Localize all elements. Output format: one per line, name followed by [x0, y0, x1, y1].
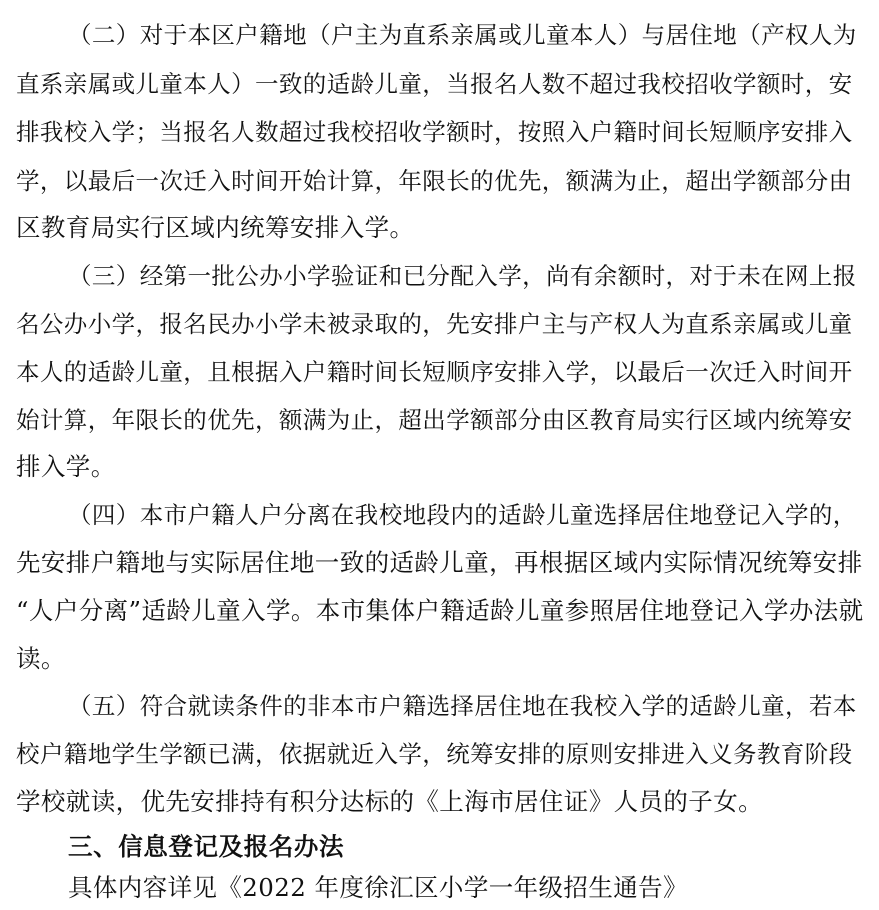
paragraph-3-line-3: 本人的适龄儿童，且根据入户籍时间长短顺序安排入学，以最后一次迁入时间开 — [16, 358, 853, 386]
paragraph-3-line-1: （三）经第一批公办小学验证和已分配入学，尚有余额时，对于未在网上报 — [68, 262, 857, 290]
paragraph-3-line-5: 排入学。 — [16, 452, 116, 481]
paragraph-2-line-1: （二）对于本区户籍地（户主为直系亲属或儿童本人）与居住地（产权人为 — [68, 21, 857, 49]
paragraph-3-line-4: 始计算，年限长的优先，额满为止，超出学额部分由区教育局实行区域内统筹安 — [16, 406, 853, 434]
paragraph-2-line-4: 学，以最后一次迁入时间开始计算，年限长的优先，额满为止，超出学额部分由 — [16, 167, 853, 195]
paragraph-5-line-2: 校户籍地学生学额已满，依据就近入学，统筹安排的原则安排进入义务教育阶段 — [16, 740, 853, 768]
paragraph-3-line-2: 名公办小学，报名民办小学未被录取的，先安排户主与产权人为直系亲属或儿童 — [16, 310, 853, 338]
paragraph-4-line-2: 先安排户籍地与实际居住地一致的适龄儿童，再根据区域内实际情况统筹安排 — [16, 548, 863, 577]
paragraph-2-line-5: 区教育局实行区域内统筹安排入学。 — [16, 213, 415, 242]
paragraph-2-line-3: 排我校入学；当报名人数超过我校招收学额时，按照入户籍时间长短顺序安排入 — [16, 118, 853, 146]
final-line: 具体内容详见《2022 年度徐汇区小学一年级招生通告》 — [68, 873, 688, 902]
paragraph-5-line-1: （五）符合就读条件的非本市户籍选择居住地在我校入学的适龄儿童，若本 — [68, 692, 857, 720]
paragraph-2-line-2: 直系亲属或儿童本人）一致的适龄儿童，当报名人数不超过我校招收学额时，安 — [16, 70, 853, 98]
paragraph-5-line-3: 学校就读，优先安排持有积分达标的《上海市居住证》人员的子女。 — [16, 787, 763, 816]
paragraph-4-line-3: “人户分离”适龄儿童入学。本市集体户籍适龄儿童参照居住地登记入学办法就 — [16, 596, 864, 625]
paragraph-4-line-4: 读。 — [16, 644, 66, 673]
section-heading: 三、信息登记及报名办法 — [68, 832, 345, 861]
paragraph-4-line-1: （四）本市户籍人户分离在我校地段内的适龄儿童选择居住地登记入学的， — [68, 501, 857, 529]
